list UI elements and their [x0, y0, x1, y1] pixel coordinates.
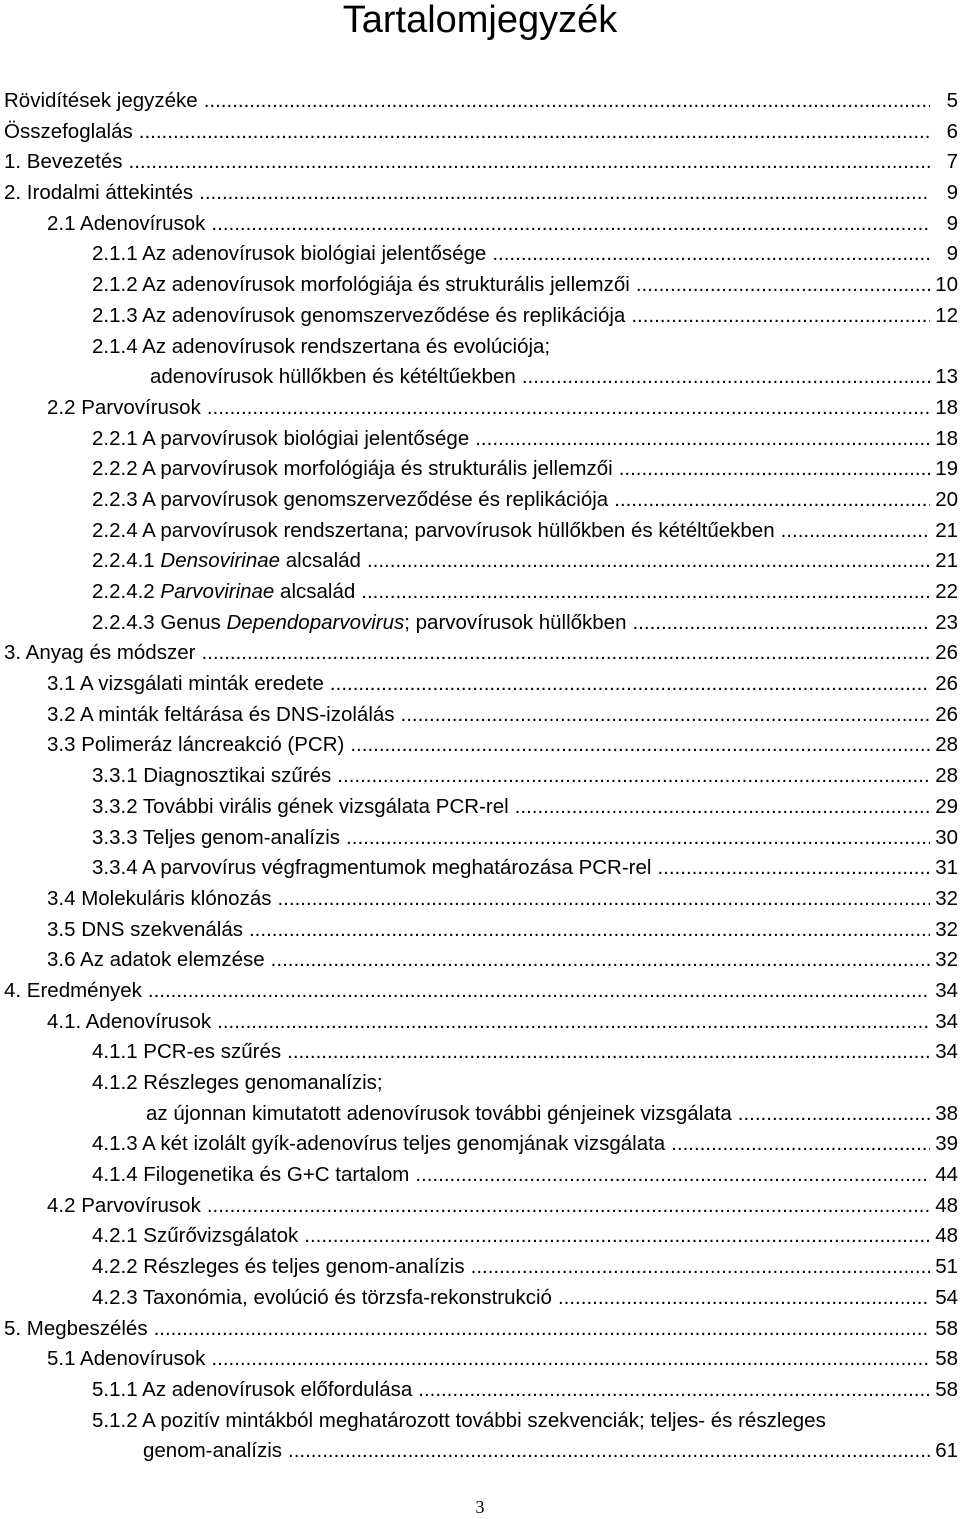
toc-entry[interactable] — [0, 147, 960, 178]
toc-entry-page: 48 — [935, 1193, 958, 1217]
toc-entry-label: 2.1.4 Az adenovírusok rendszertana és evolúciója; — [92, 334, 551, 358]
toc-entry-page: 18 — [935, 426, 958, 450]
dot-leader — [515, 792, 930, 822]
toc-entry-label: 4. Eredmények — [4, 978, 142, 1002]
toc-entry[interactable] — [0, 608, 960, 639]
toc-entry-label: 2.2.1 A parvovírusok biológiai jelentősége — [92, 426, 470, 450]
toc-entry[interactable] — [0, 853, 960, 884]
toc-entry-page: 39 — [935, 1132, 958, 1156]
toc-entry-label: 2. Irodalmi áttekintés — [4, 181, 194, 205]
toc-entry-label: 3.1 A vizsgálati minták eredete — [47, 672, 324, 696]
dot-leader — [277, 884, 930, 914]
toc-entry[interactable] — [0, 362, 960, 393]
toc-entry-page: 48 — [935, 1224, 958, 1248]
dot-leader — [129, 147, 930, 177]
dot-leader — [271, 945, 930, 975]
dot-leader — [199, 178, 930, 208]
dot-leader — [139, 117, 930, 147]
toc-entry-page: 58 — [935, 1316, 958, 1340]
toc-entry[interactable] — [0, 1406, 960, 1437]
toc-entry[interactable] — [0, 1375, 960, 1406]
toc-entry-label: Összefoglalás — [4, 119, 133, 143]
toc-entry[interactable] — [0, 1436, 960, 1467]
toc-entry[interactable] — [0, 270, 960, 301]
toc-entry-page: 32 — [935, 886, 958, 910]
toc-entry-label: 3. Anyag és módszer — [4, 641, 196, 665]
toc-entry-label: 2.2 Parvovírusok — [47, 395, 201, 419]
toc-entry[interactable] — [0, 915, 960, 946]
dot-leader — [350, 730, 930, 760]
toc-entry-page: 20 — [935, 487, 958, 511]
toc-entry-page: 9 — [946, 181, 958, 205]
toc-entry-label: genom-analízis — [143, 1439, 283, 1463]
toc-entry[interactable] — [0, 792, 960, 823]
toc-entry[interactable] — [0, 332, 960, 363]
dot-leader — [287, 1037, 930, 1067]
toc-entry-page: 10 — [935, 273, 958, 297]
dot-leader — [492, 239, 930, 269]
toc-entry-page: 31 — [935, 856, 958, 880]
dot-leader — [148, 976, 930, 1006]
toc-entry-page: 12 — [935, 303, 958, 327]
toc-entry-page: 34 — [935, 1040, 958, 1064]
toc-entry[interactable] — [0, 945, 960, 976]
toc-entry-page: 6 — [946, 119, 958, 143]
dot-leader — [201, 638, 930, 668]
toc-entry[interactable] — [0, 669, 960, 700]
toc-entry[interactable] — [0, 178, 960, 209]
toc-entry[interactable] — [0, 1160, 960, 1191]
dot-leader — [619, 454, 930, 484]
toc-entry[interactable] — [0, 1221, 960, 1252]
toc-entry-page: 58 — [935, 1377, 958, 1401]
dot-leader — [631, 301, 930, 331]
dot-leader — [207, 1191, 930, 1221]
toc-entry-page: 38 — [935, 1101, 958, 1125]
toc-entry-page: 44 — [935, 1163, 958, 1187]
toc-entry-page: 29 — [935, 794, 958, 818]
toc-entry[interactable] — [0, 638, 960, 669]
toc-entry-label: 4.2.1 Szűrővizsgálatok — [92, 1224, 299, 1248]
dot-leader — [471, 1252, 930, 1282]
toc-entry[interactable] — [0, 700, 960, 731]
toc-entry-label: 2.2.4.1 Densovirinae alcsalád — [92, 549, 361, 573]
dot-leader — [211, 1344, 930, 1374]
page-title: Tartalomjegyzék — [342, 0, 618, 41]
toc-entry-label: 5.1 Adenovírusok — [47, 1347, 206, 1371]
toc-entry-label: 4.1. Adenovírusok — [47, 1009, 212, 1033]
toc-entry-label: 4.1.3 A két izolált gyík-adenovírus teljes genomjának vizsgálata — [92, 1132, 666, 1156]
toc-entry-page: 58 — [935, 1347, 958, 1371]
dot-leader — [401, 700, 930, 730]
toc-entry[interactable] — [0, 1344, 960, 1375]
toc-entry-label: 3.2 A minták feltárása és DNS-izolálás — [47, 702, 395, 726]
toc-entry[interactable] — [0, 1191, 960, 1222]
toc-entry-page: 34 — [935, 978, 958, 1002]
toc-entry-label: 4.2.2 Részleges és teljes genom-analízis — [92, 1255, 465, 1279]
toc-entry-page: 61 — [935, 1439, 958, 1463]
toc-entry[interactable] — [0, 393, 960, 424]
toc-entry-label: 5.1.1 Az adenovírusok előfordulása — [92, 1377, 413, 1401]
dot-leader — [614, 485, 930, 515]
toc-entry-page: 9 — [946, 242, 958, 266]
toc-entry[interactable] — [0, 823, 960, 854]
dot-leader — [781, 516, 930, 546]
dot-leader — [636, 270, 930, 300]
dot-leader — [217, 1007, 930, 1037]
dot-leader — [522, 362, 930, 392]
toc-entry-label: 2.2.4.2 Parvovirinae alcsalád — [92, 580, 356, 603]
toc-entry-label: 1. Bevezetés — [4, 150, 123, 174]
toc-entry-label: 2.2.4.3 Genus Dependoparvovirus; parvovírusok hüllőkben — [92, 610, 627, 634]
toc-entry[interactable] — [0, 1129, 960, 1160]
toc-entry[interactable] — [0, 730, 960, 761]
toc-entry-label: 3.6 Az adatok elemzése — [47, 948, 265, 972]
dot-leader — [211, 209, 930, 239]
toc-entry-label: 3.3.1 Diagnosztikai szűrés — [92, 764, 332, 788]
toc-entry-page: 21 — [935, 518, 958, 542]
dot-leader — [207, 393, 930, 423]
toc-entry-label: 2.1.1 Az adenovírusok biológiai jelentősége — [92, 242, 487, 266]
toc-entry-page: 26 — [935, 702, 958, 726]
toc-entry-page: 34 — [935, 1009, 958, 1033]
toc-entry[interactable] — [0, 1283, 960, 1314]
toc-entry-page: 54 — [935, 1285, 958, 1309]
toc-entry[interactable] — [0, 546, 960, 577]
toc-entry[interactable] — [0, 301, 960, 332]
toc-entry-page: 26 — [935, 672, 958, 696]
toc-entry-page: 32 — [935, 917, 958, 941]
dot-leader — [738, 1099, 930, 1129]
toc-entry-page: 18 — [935, 395, 958, 419]
toc-entry-label: 5. Megbeszélés — [4, 1316, 148, 1340]
dot-leader — [367, 546, 930, 576]
dot-leader — [475, 424, 930, 454]
dot-leader — [337, 761, 930, 791]
toc-entry-page: 26 — [935, 641, 958, 665]
toc-entry[interactable] — [0, 454, 960, 485]
toc-entry-page: 22 — [935, 580, 958, 603]
dot-leader — [288, 1436, 930, 1466]
toc-entry[interactable] — [0, 976, 960, 1007]
dot-leader — [330, 669, 930, 699]
toc-entry[interactable] — [0, 516, 960, 547]
toc-entry-label: 2.2.4 A parvovírusok rendszertana; parvovírusok hüllőkben és kétéltűekben — [92, 518, 775, 542]
toc-entry[interactable] — [0, 86, 960, 117]
toc-entry-label: 3.4 Molekuláris klónozás — [47, 886, 272, 910]
toc-entry[interactable] — [0, 1314, 960, 1345]
dot-leader — [418, 1375, 930, 1405]
dot-leader — [657, 853, 930, 883]
toc-entry[interactable] — [0, 884, 960, 915]
toc-entry[interactable] — [0, 1068, 960, 1099]
toc-entry-label: 4.1.2 Részleges genomanalízis; — [92, 1071, 383, 1094]
dot-leader — [558, 1283, 930, 1313]
toc-entry[interactable] — [0, 1252, 960, 1283]
dot-leader — [415, 1160, 930, 1190]
toc-entry-label: 4.1.4 Filogenetika és G+C tartalom — [92, 1163, 410, 1187]
toc-entry-label: 4.2.3 Taxonómia, evolúció és törzsfa-rekonstrukció — [92, 1285, 552, 1309]
toc-entry[interactable] — [0, 424, 960, 455]
toc-entry-page: 21 — [935, 549, 958, 573]
toc-entry-label: 2.2.2 A parvovírusok morfológiája és strukturális jellemzői — [92, 457, 613, 481]
toc-entry-label: az újonnan kimutatott adenovírusok további génjeinek vizsgálata — [146, 1101, 732, 1125]
dot-leader — [671, 1129, 930, 1159]
toc-entry-label: Rövidítések jegyzéke — [4, 89, 198, 112]
toc-entry[interactable] — [0, 239, 960, 270]
dot-leader — [346, 823, 930, 853]
toc-entry-label: 3.5 DNS szekvenálás — [47, 917, 243, 941]
toc-entry-label: 2.2.3 A parvovírusok genomszerveződése és replikációja — [92, 487, 609, 511]
toc-entry[interactable] — [0, 761, 960, 792]
toc-entry[interactable] — [0, 117, 960, 148]
toc-entry[interactable] — [0, 1037, 960, 1068]
dot-leader — [154, 1314, 930, 1344]
toc-entry-label: 3.3.2 További virális gének vizsgálata PCR-rel — [92, 794, 509, 818]
toc-entry-page: 7 — [946, 150, 958, 174]
table-of-contents — [0, 86, 960, 1467]
toc-entry-label: 2.1.3 Az adenovírusok genomszerveződése és replikációja — [92, 303, 626, 327]
toc-entry-page: 28 — [935, 764, 958, 788]
toc-entry-page: 32 — [935, 948, 958, 972]
toc-entry-page: 30 — [935, 825, 958, 849]
dot-leader — [204, 86, 930, 116]
dot-leader — [361, 577, 930, 607]
toc-entry-label: 5.1.2 A pozitív mintákból meghatározott további szekvenciák; teljes- és részleges — [92, 1408, 826, 1432]
toc-entry-page: 9 — [946, 211, 958, 235]
toc-entry-page: 19 — [935, 457, 958, 481]
toc-entry-label: 4.1.1 PCR-es szűrés — [92, 1040, 282, 1064]
toc-entry[interactable] — [0, 1099, 960, 1130]
toc-entry-label: adenovírusok hüllőkben és kétéltűekben — [150, 365, 516, 389]
toc-entry-page: 23 — [935, 610, 958, 634]
toc-entry[interactable] — [0, 577, 960, 608]
dot-leader — [304, 1221, 930, 1251]
toc-entry[interactable] — [0, 209, 960, 240]
toc-entry-page: 51 — [935, 1255, 958, 1279]
dot-leader — [249, 915, 930, 945]
toc-entry-label: 3.3.4 A parvovírus végfragmentumok meghatározása PCR-rel — [92, 856, 652, 880]
toc-entry-page: 28 — [935, 733, 958, 757]
toc-entry-label: 2.1 Adenovírusok — [47, 211, 206, 235]
dot-leader — [632, 608, 930, 638]
toc-entry-page: 5 — [946, 89, 958, 112]
toc-entry-label: 3.3.3 Teljes genom-analízis — [92, 825, 341, 849]
toc-entry-label: 2.1.2 Az adenovírusok morfológiája és strukturális jellemzői — [92, 273, 630, 297]
toc-entry-label: 3.3 Polimeráz láncreakció (PCR) — [47, 733, 345, 757]
toc-entry-label: 4.2 Parvovírusok — [47, 1193, 201, 1217]
toc-entry-page: 13 — [935, 365, 958, 389]
page-number: 3 — [475, 1497, 485, 1517]
toc-entry[interactable] — [0, 485, 960, 516]
toc-entry[interactable] — [0, 1007, 960, 1038]
